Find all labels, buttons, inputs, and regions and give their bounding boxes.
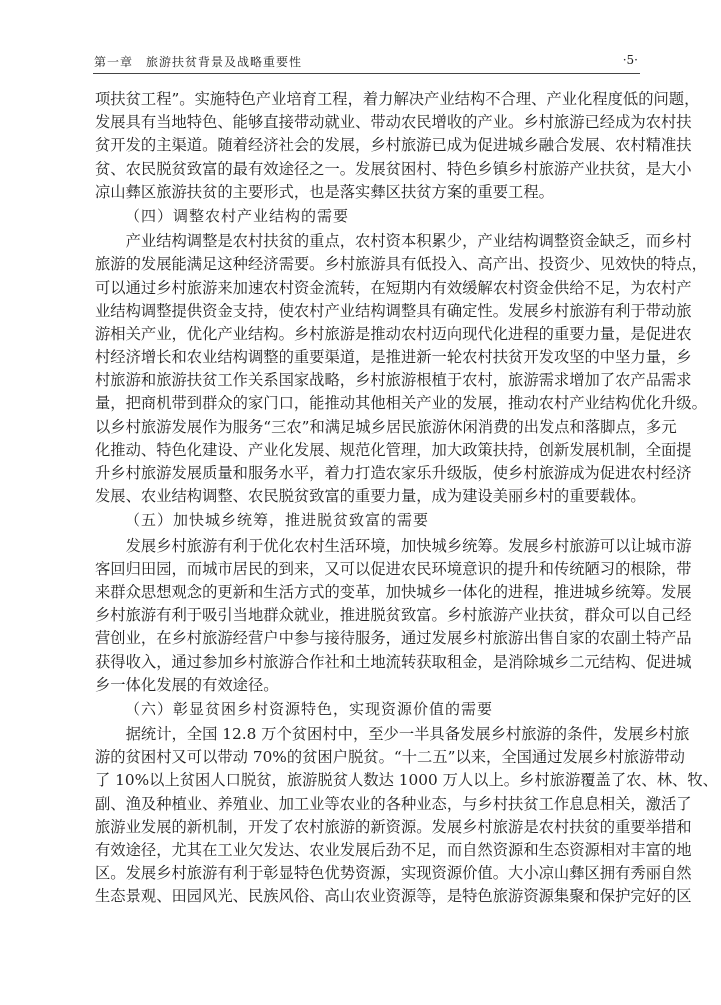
text-line: 可以通过乡村旅游来加速农村资金流转，在短期内有效缓解农村资金供给不足，为农村产 [95,278,692,297]
text-line: 村经济增长和农业结构调整的重要渠道，是推进新一轮农村扶贫开发攻坚的中坚力量，乡 [95,348,692,367]
text-line: 据统计，全国 12.8 万个贫困村中，至少一半具备发展乡村旅游的条件，发展乡村旅 [125,725,690,744]
running-header [94,53,640,71]
text-line: 产业结构调整是农村扶贫的重点，农村资本积累少，产业结构调整资金缺乏，而乡村 [125,232,692,251]
text-line: 发展、农业结构调整、农民脱贫致富的重要力量，成为建设美丽乡村的重要载体。 [95,487,646,506]
text-line: 以乡村旅游发展作为服务“三农”和满足城乡居民旅游休闲消费的出发点和落脚点，多元 [95,417,677,436]
text-line: 贫开发的主渠道。随着经济社会的发展，乡村旅游已成为促进城乡融合发展、农村精准扶 [95,136,692,155]
text-line: 有效途径，尤其在工业欠发达、农业发展后劲不足，而自然资源和生态资源相对丰富的地 [95,841,692,859]
text-line: 生态景观、田园风光、民族风俗、高山农业资源等，是特色旅游资源集聚和保护完好的区 [95,887,692,906]
text-line: 乡一体化发展的有效途径。 [95,675,279,694]
text-line: 发展具有当地特色、能够直接带动就业、带动农民增收的产业。乡村旅游已经成为农村扶 [95,113,692,132]
text-line: 凉山彝区旅游扶贫的主要形式，也是落实彝区扶贫方案的重要工程。 [95,182,554,201]
text-line: 了 10%以上贫困人口脱贫，旅游脱贫人数达 1000 万人以上。乡村旅游覆盖了农、林、牧、 [95,771,718,790]
text-line: 项扶贫工程”。实施特色产业培育工程，着力解决产业结构不合理、产业化程度低的问题， [95,90,700,108]
text-line: 化推动、特色化建设、产业化发展、规范化管理，加大政策扶持，创新发展机制，全面提 [95,440,692,459]
text-line: 区。发展乡村旅游有利于彰显特色优势资源，实现资源价值。大小凉山彝区拥有秀丽自然 [95,864,692,883]
text-line: 游的贫困村又可以带动 70%的贫困户脱贫。“十二五”以来，全国通过发展乡村旅游带动 [95,748,685,767]
text-line: 来群众思想观念的更新和生活方式的变革，加快城乡一体化的进程，推进城乡统筹。发展 [95,582,692,601]
header-rule [93,73,640,74]
section-heading: （五）加快城乡统筹，推进脱贫致富的需要 [125,511,430,530]
text-line: 游相关产业，优化产业结构。乡村旅游是推动农村迈向现代化进程的重要力量，是促进农 [95,324,692,343]
text-line: 乡村旅游有利于吸引当地群众就业，推进脱贫致富。乡村旅游产业扶贫，群众可以自己经 [95,606,692,625]
section-heading: （六）彰显贫困乡村资源特色，实现资源价值的需要 [125,699,494,718]
text-line: 量，把商机带到群众的家门口，能推动其他相关产业的发展，推动农村产业结构优化升级。 [95,394,707,413]
text-line: 升乡村旅游发展质量和服务水平，着力打造农家乐升级版，使乡村旅游成为促进农村经济 [95,464,692,482]
page-body [95,88,718,909]
text-line: 营创业，在乡村旅游经营户中参与接待服务，通过发展乡村旅游出售自家的农副土特产品 [95,629,692,648]
text-line: 客回归田园，而城市居民的到来，又可以促进农民环境意识的提升和传统陋习的根除，带 [95,559,692,578]
paragraph [95,535,692,697]
text-line: 业结构调整提供资金支持，使农村产业结构调整具有确定性。发展乡村旅游有利于带动旅 [95,301,692,320]
text-line: 旅游业发展的新机制，开发了农村旅游的新资源。发展乡村旅游是农村扶贫的重要举措和 [95,817,692,836]
section-heading: （四）调整农村产业结构的需要 [125,206,350,225]
text-line: 副、渔及种植业、养殖业、加工业等农业的各种业态，与乡村扶贫工作息息相关，激活了 [95,794,692,813]
chapter-title: 第一章 旅游扶贫背景及战略重要性 [94,55,303,69]
text-line: 获得收入，通过参加乡村旅游合作社和土地流转获取租金，是消除城乡二元结构、促进城 [95,652,692,671]
text-line: 旅游的发展能满足这种经济需要。乡村旅游具有低投入、高产出、投资少、见效快的特点， [95,255,707,274]
page-number: ·5· [622,53,638,67]
paragraph [95,723,718,909]
text-line: 村旅游和旅游扶贫工作关系国家战略，乡村旅游根植于农村，旅游需求增加了农产品需求 [95,371,692,390]
text-line: 贫、农民脱贫致富的最有效途径之一。发展贫困村、特色乡镇乡村旅游产业扶贫，是大小 [95,159,692,178]
paragraph [95,88,700,204]
paragraph [95,230,707,508]
text-line: 发展乡村旅游有利于优化农村生活环境，加快城乡统筹。发展乡村旅游可以让城市游 [125,536,692,555]
